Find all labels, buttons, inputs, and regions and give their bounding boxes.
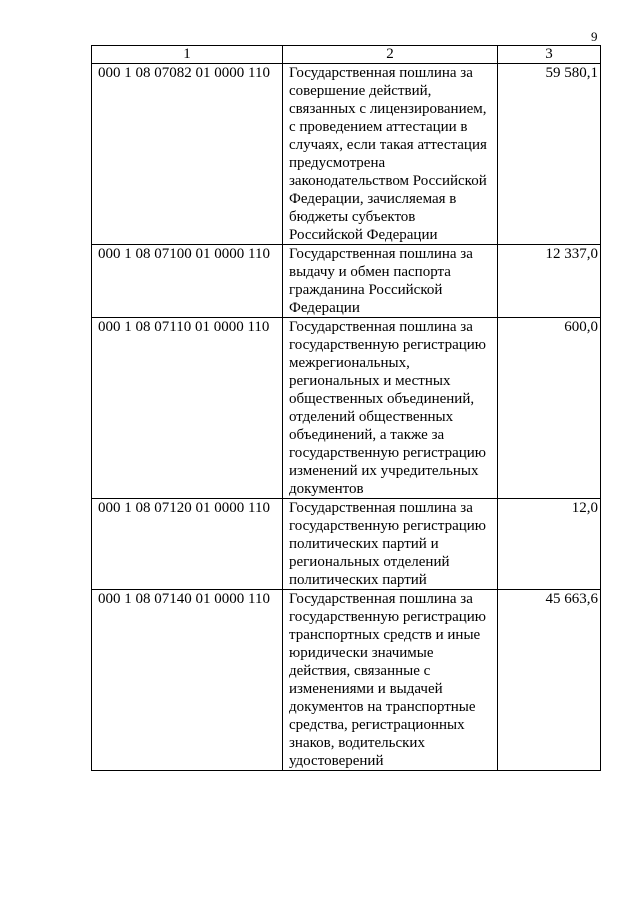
table-header-row	[92, 46, 601, 64]
table-row	[92, 245, 601, 318]
table-row	[92, 318, 601, 499]
column-header-amount: 3	[498, 46, 601, 64]
row-code: 000 1 08 07082 01 0000 110	[92, 64, 283, 245]
table-row	[92, 64, 601, 245]
row-code: 000 1 08 07140 01 0000 110	[92, 590, 283, 771]
row-name: Государственная пошлина за совершение действий, связанных с лицензированием, с проведением аттестации в случаях, если такая аттестация предусмотрена законодательством Российской Федерации, зачисляемая в бюджеты субъектов Российской Федерации	[283, 64, 498, 245]
table-row	[92, 590, 601, 771]
row-amount: 600,0	[498, 318, 601, 499]
row-name: Государственная пошлина за государственную регистрацию межрегиональных, региональных и местных общественных объединений, отделений общественных объединений, а также за государственную регистрацию изменений их учредительных документов	[283, 318, 498, 499]
row-amount: 12,0	[498, 499, 601, 590]
row-name: Государственная пошлина за выдачу и обмен паспорта гражданина Российской Федерации	[283, 245, 498, 318]
row-amount: 59 580,1	[498, 64, 601, 245]
row-name: Государственная пошлина за государственную регистрацию транспортных средств и иные юридически значимые действия, связанные с изменениями и выдачей документов на транспортные средства, регистрационных знаков, водительских удостоверений	[283, 590, 498, 771]
row-amount: 12 337,0	[498, 245, 601, 318]
row-code: 000 1 08 07120 01 0000 110	[92, 499, 283, 590]
row-name: Государственная пошлина за государственную регистрацию политических партий и региональных отделений политических партий	[283, 499, 498, 590]
row-amount: 45 663,6	[498, 590, 601, 771]
column-header-code: 1	[92, 46, 283, 64]
revenue-table	[91, 45, 601, 771]
row-code: 000 1 08 07110 01 0000 110	[92, 318, 283, 499]
table-row	[92, 499, 601, 590]
page-number: 9	[591, 29, 598, 44]
column-header-name: 2	[283, 46, 498, 64]
row-code: 000 1 08 07100 01 0000 110	[92, 245, 283, 318]
